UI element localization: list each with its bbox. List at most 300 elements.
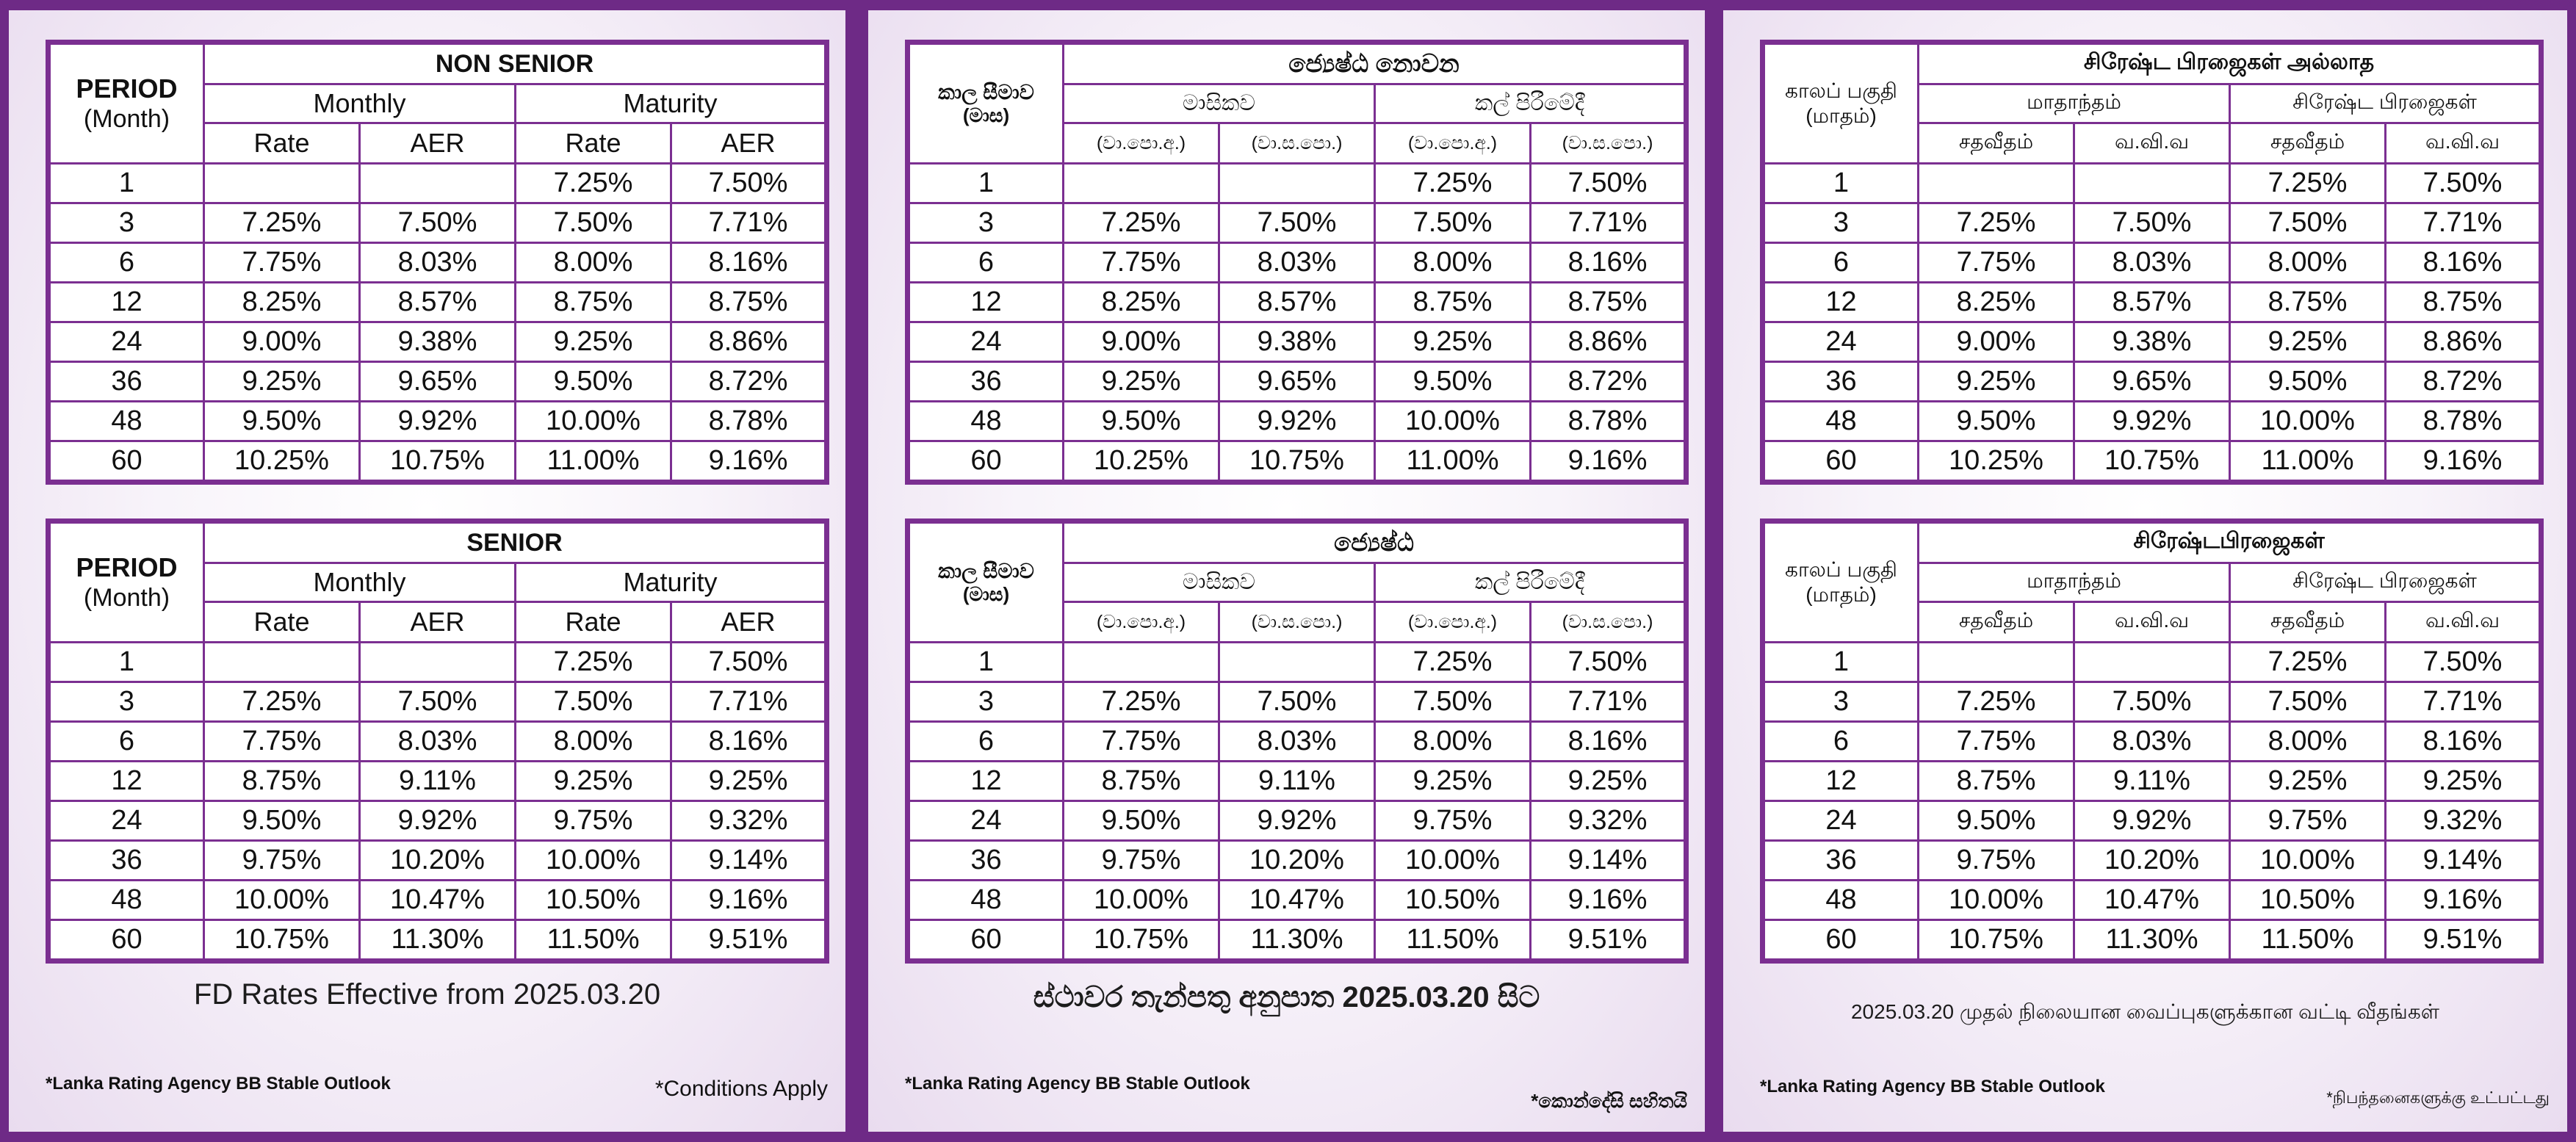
period-header (908, 43, 1064, 164)
maturity-rate-cell: 10.00% (2230, 402, 2386, 441)
maturity-header: කල් පිරීමේදී (1375, 84, 1686, 123)
monthly-rate-cell: 9.50% (204, 801, 360, 841)
period-cell: 24 (48, 322, 204, 362)
monthly-rate-cell (204, 164, 360, 203)
monthly-aer-cell: 9.92% (360, 801, 516, 841)
aer-column-header: (වා.ස.පො.) (1219, 123, 1375, 164)
maturity-aer-cell: 7.50% (1531, 643, 1686, 682)
rate-column-header: (වා.පො.අ.) (1375, 602, 1531, 643)
rate-column-header: Rate (516, 602, 671, 643)
period-cell: 6 (48, 722, 204, 762)
maturity-rate-cell: 7.25% (516, 643, 671, 682)
monthly-aer-cell (2074, 643, 2230, 682)
monthly-aer-cell: 9.92% (2074, 801, 2230, 841)
monthly-aer-cell: 10.47% (360, 881, 516, 920)
table-row (48, 402, 827, 441)
non-senior-rates-table (905, 40, 1689, 485)
rate-column-header: (වා.පො.අ.) (1064, 602, 1219, 643)
maturity-aer-cell: 7.71% (1531, 203, 1686, 243)
maturity-aer-cell: 8.86% (1531, 322, 1686, 362)
monthly-header: මාසිකව (1064, 563, 1375, 602)
maturity-rate-cell: 10.00% (516, 402, 671, 441)
table-row (1763, 920, 2541, 961)
monthly-header: மாதாந்தம் (1919, 563, 2230, 602)
maturity-aer-cell: 8.78% (1531, 402, 1686, 441)
maturity-rate-cell: 11.00% (2230, 441, 2386, 483)
monthly-rate-cell (1064, 643, 1219, 682)
table-row (48, 722, 827, 762)
monthly-rate-cell: 7.25% (1919, 203, 2074, 243)
category-title: ජ්‍යෙෂ්ඨ (1064, 521, 1686, 563)
maturity-aer-cell: 9.32% (2386, 801, 2541, 841)
monthly-aer-cell: 10.75% (2074, 441, 2230, 483)
maturity-rate-cell: 7.25% (2230, 643, 2386, 682)
monthly-aer-cell: 9.38% (2074, 322, 2230, 362)
period-cell: 60 (1763, 920, 1919, 961)
aer-column-header: AER (360, 602, 516, 643)
maturity-aer-cell: 9.14% (2386, 841, 2541, 881)
maturity-rate-cell: 8.00% (516, 243, 671, 283)
category-title: SENIOR (204, 521, 827, 563)
table-row (908, 164, 1686, 203)
maturity-aer-cell: 9.14% (1531, 841, 1686, 881)
period-cell: 24 (1763, 322, 1919, 362)
maturity-aer-cell: 7.71% (2386, 682, 2541, 722)
monthly-aer-cell: 8.57% (2074, 283, 2230, 322)
monthly-aer-cell: 7.50% (2074, 682, 2230, 722)
maturity-rate-cell: 7.25% (516, 164, 671, 203)
monthly-rate-cell: 9.00% (1919, 322, 2074, 362)
monthly-aer-cell: 11.30% (2074, 920, 2230, 961)
maturity-aer-cell: 8.86% (2386, 322, 2541, 362)
monthly-rate-cell: 10.00% (204, 881, 360, 920)
header-row-category (1763, 521, 2541, 563)
maturity-rate-cell: 8.00% (1375, 722, 1531, 762)
category-title: ජ්‍යෙෂ්ඨ නොවන (1064, 43, 1686, 84)
maturity-aer-cell: 8.16% (1531, 722, 1686, 762)
monthly-rate-cell: 10.75% (1919, 920, 2074, 961)
monthly-rate-cell (1064, 164, 1219, 203)
conditions-note: *நிபந்தனைகளுக்கு உட்பட்டது (2326, 1088, 2550, 1107)
maturity-aer-cell: 7.50% (2386, 643, 2541, 682)
maturity-aer-cell: 9.16% (2386, 441, 2541, 483)
period-unit: (මාස) (962, 104, 1010, 127)
maturity-rate-cell: 8.00% (2230, 243, 2386, 283)
maturity-rate-cell: 9.75% (516, 801, 671, 841)
maturity-header: කල් පිරීමේදී (1375, 563, 1686, 602)
panel-tamil (1723, 10, 2567, 1132)
period-cell: 36 (908, 362, 1064, 402)
header-row-category (48, 43, 827, 84)
table-row (48, 920, 827, 961)
period-cell: 12 (908, 762, 1064, 801)
period-header (908, 521, 1064, 643)
period-cell: 48 (48, 881, 204, 920)
panel-sinhala (868, 10, 1705, 1132)
monthly-rate-cell: 7.75% (1064, 243, 1219, 283)
monthly-aer-cell: 9.92% (2074, 402, 2230, 441)
period-cell: 6 (908, 722, 1064, 762)
monthly-aer-cell: 10.47% (1219, 881, 1375, 920)
period-unit: (மாதம்) (1805, 104, 1877, 127)
monthly-aer-cell: 10.20% (360, 841, 516, 881)
monthly-rate-cell: 9.50% (1064, 402, 1219, 441)
conditions-note: *කොන්දේසි සහිතයි (1531, 1090, 1687, 1112)
monthly-rate-cell: 10.25% (1064, 441, 1219, 483)
maturity-header: Maturity (516, 563, 827, 602)
period-cell: 48 (48, 402, 204, 441)
table-row (908, 322, 1686, 362)
maturity-aer-cell: 9.16% (1531, 881, 1686, 920)
maturity-aer-cell: 8.78% (2386, 402, 2541, 441)
period-cell: 1 (48, 643, 204, 682)
period-unit: (මාස) (962, 583, 1010, 606)
table-row (1763, 441, 2541, 483)
maturity-rate-cell: 10.50% (516, 881, 671, 920)
conditions-note: *Conditions Apply (654, 1077, 828, 1101)
monthly-aer-cell (2074, 164, 2230, 203)
period-label: காலப் பகுதி (1785, 79, 1897, 103)
table-row (48, 762, 827, 801)
table-row (908, 881, 1686, 920)
table-row (908, 643, 1686, 682)
monthly-aer-cell: 9.11% (360, 762, 516, 801)
maturity-rate-cell: 7.50% (1375, 203, 1531, 243)
aer-column-header: வ.வி.வ (2074, 602, 2230, 643)
monthly-rate-cell: 10.25% (1919, 441, 2074, 483)
monthly-aer-cell: 9.92% (1219, 402, 1375, 441)
rate-column-header: (වා.පො.අ.) (1375, 123, 1531, 164)
period-cell: 60 (1763, 441, 1919, 483)
maturity-rate-cell: 9.75% (1375, 801, 1531, 841)
monthly-aer-cell: 8.03% (1219, 722, 1375, 762)
period-label: காலப் பகுதி (1785, 558, 1897, 582)
maturity-aer-cell: 7.71% (2386, 203, 2541, 243)
maturity-rate-cell: 10.00% (1375, 841, 1531, 881)
maturity-aer-cell: 9.16% (1531, 441, 1686, 483)
maturity-rate-cell: 9.25% (2230, 762, 2386, 801)
effective-date-caption: 2025.03.20 முதல் நிலையான வைப்புகளுக்கான வட்டி வீதங்கள் (1850, 1000, 2440, 1023)
monthly-rate-cell: 9.50% (204, 402, 360, 441)
table-row (1763, 682, 2541, 722)
maturity-rate-cell: 7.25% (2230, 164, 2386, 203)
monthly-rate-cell: 10.75% (204, 920, 360, 961)
monthly-rate-cell (1919, 643, 2074, 682)
period-cell: 6 (908, 243, 1064, 283)
maturity-rate-cell: 11.50% (516, 920, 671, 961)
period-cell: 6 (48, 243, 204, 283)
monthly-aer-cell: 11.30% (360, 920, 516, 961)
monthly-rate-cell: 9.50% (1919, 801, 2074, 841)
table-row (908, 920, 1686, 961)
maturity-aer-cell: 8.16% (1531, 243, 1686, 283)
monthly-rate-cell: 9.25% (204, 362, 360, 402)
table-row (908, 841, 1686, 881)
monthly-rate-cell (204, 643, 360, 682)
monthly-header: Monthly (204, 84, 516, 123)
monthly-aer-cell: 10.75% (360, 441, 516, 483)
category-title: சிரேஷ்ட பிரஜைகள் அல்லாத (1919, 43, 2541, 84)
monthly-rate-cell: 9.75% (1064, 841, 1219, 881)
rate-column-header: Rate (204, 123, 360, 164)
monthly-rate-cell: 7.25% (1919, 682, 2074, 722)
maturity-aer-cell: 8.72% (1531, 362, 1686, 402)
monthly-aer-cell: 9.92% (360, 402, 516, 441)
monthly-aer-cell: 7.50% (2074, 203, 2230, 243)
monthly-aer-cell: 8.03% (360, 243, 516, 283)
table-row (48, 841, 827, 881)
maturity-rate-cell: 11.50% (2230, 920, 2386, 961)
rate-column-header: Rate (516, 123, 671, 164)
period-cell: 3 (1763, 682, 1919, 722)
table-row (1763, 801, 2541, 841)
maturity-rate-cell: 11.00% (1375, 441, 1531, 483)
monthly-rate-cell: 10.00% (1064, 881, 1219, 920)
maturity-header: சிரேஷ்ட பிரஜைகள் (2230, 563, 2541, 602)
monthly-rate-cell: 7.75% (204, 243, 360, 283)
non-senior-rates-table (1760, 40, 2544, 485)
maturity-aer-cell: 7.50% (671, 164, 827, 203)
table-row (48, 441, 827, 483)
maturity-rate-cell: 8.75% (2230, 283, 2386, 322)
maturity-rate-cell: 11.50% (1375, 920, 1531, 961)
monthly-rate-cell: 8.75% (1919, 762, 2074, 801)
period-label: කාල සීමාව (938, 559, 1034, 582)
maturity-rate-cell: 8.00% (516, 722, 671, 762)
monthly-rate-cell: 7.25% (1064, 203, 1219, 243)
period-cell: 36 (48, 841, 204, 881)
monthly-aer-cell: 9.65% (2074, 362, 2230, 402)
table-row (1763, 722, 2541, 762)
period-header (48, 43, 204, 164)
rate-column-header: Rate (204, 602, 360, 643)
table-row (1763, 402, 2541, 441)
monthly-rate-cell: 9.00% (204, 322, 360, 362)
monthly-rate-cell: 9.00% (1064, 322, 1219, 362)
period-unit: (Month) (83, 584, 170, 612)
monthly-rate-cell: 7.25% (204, 203, 360, 243)
period-cell: 36 (1763, 362, 1919, 402)
rate-column-header: சதவீதம் (1919, 123, 2074, 164)
maturity-rate-cell: 7.50% (516, 203, 671, 243)
table-row (1763, 841, 2541, 881)
monthly-aer-cell: 7.50% (360, 682, 516, 722)
aer-column-header: (වා.ස.පො.) (1531, 123, 1686, 164)
monthly-aer-cell: 10.20% (1219, 841, 1375, 881)
maturity-rate-cell: 8.00% (2230, 722, 2386, 762)
maturity-rate-cell: 7.50% (2230, 203, 2386, 243)
maturity-aer-cell: 7.50% (2386, 164, 2541, 203)
maturity-aer-cell: 9.25% (2386, 762, 2541, 801)
period-cell: 60 (48, 920, 204, 961)
monthly-rate-cell: 9.75% (1919, 841, 2074, 881)
header-row-category (1763, 43, 2541, 84)
maturity-aer-cell: 9.25% (671, 762, 827, 801)
table-row (1763, 643, 2541, 682)
maturity-aer-cell: 9.16% (2386, 881, 2541, 920)
table-row (908, 243, 1686, 283)
maturity-aer-cell: 9.51% (2386, 920, 2541, 961)
monthly-rate-cell: 8.25% (1064, 283, 1219, 322)
period-cell: 36 (48, 362, 204, 402)
monthly-rate-cell: 7.75% (1064, 722, 1219, 762)
aer-column-header: AER (360, 123, 516, 164)
maturity-aer-cell: 7.71% (1531, 682, 1686, 722)
monthly-aer-cell (1219, 643, 1375, 682)
table-row (1763, 203, 2541, 243)
maturity-aer-cell: 9.25% (1531, 762, 1686, 801)
aer-column-header: வ.வி.வ (2386, 602, 2541, 643)
table-row (1763, 164, 2541, 203)
period-cell: 48 (1763, 402, 1919, 441)
period-cell: 24 (48, 801, 204, 841)
monthly-aer-cell: 9.11% (1219, 762, 1375, 801)
monthly-aer-cell (360, 164, 516, 203)
maturity-rate-cell: 8.00% (1375, 243, 1531, 283)
table-row (1763, 322, 2541, 362)
period-cell: 1 (908, 164, 1064, 203)
period-cell: 36 (1763, 841, 1919, 881)
table-row (48, 643, 827, 682)
table-row (908, 402, 1686, 441)
period-cell: 6 (1763, 243, 1919, 283)
table-row (1763, 762, 2541, 801)
maturity-header: Maturity (516, 84, 827, 123)
period-cell: 12 (1763, 762, 1919, 801)
aer-column-header: வ.வி.வ (2386, 123, 2541, 164)
maturity-aer-cell: 9.16% (671, 441, 827, 483)
maturity-rate-cell: 9.25% (1375, 322, 1531, 362)
maturity-rate-cell: 9.25% (516, 762, 671, 801)
table-row (48, 881, 827, 920)
category-title: NON SENIOR (204, 43, 827, 84)
table-row (48, 362, 827, 402)
table-row (908, 762, 1686, 801)
maturity-aer-cell: 8.72% (671, 362, 827, 402)
table-row (908, 682, 1686, 722)
monthly-aer-cell: 7.50% (360, 203, 516, 243)
non-senior-rates-table (46, 40, 829, 485)
maturity-aer-cell: 7.50% (671, 643, 827, 682)
period-cell: 6 (1763, 722, 1919, 762)
monthly-aer-cell: 9.92% (1219, 801, 1375, 841)
aer-column-header: (වා.ස.පො.) (1219, 602, 1375, 643)
monthly-rate-cell: 9.75% (204, 841, 360, 881)
period-unit: (மாதம்) (1805, 583, 1877, 606)
monthly-aer-cell: 7.50% (1219, 203, 1375, 243)
table-row (908, 722, 1686, 762)
table-row (48, 801, 827, 841)
period-cell: 12 (1763, 283, 1919, 322)
maturity-rate-cell: 9.25% (1375, 762, 1531, 801)
maturity-aer-cell: 9.16% (671, 881, 827, 920)
maturity-aer-cell: 8.16% (671, 243, 827, 283)
maturity-header: சிரேஷ்ட பிரஜைகள் (2230, 84, 2541, 123)
maturity-aer-cell: 9.32% (671, 801, 827, 841)
monthly-aer-cell: 9.38% (1219, 322, 1375, 362)
table-row (48, 243, 827, 283)
table-row (1763, 283, 2541, 322)
period-header (48, 521, 204, 643)
monthly-header: මාසිකව (1064, 84, 1375, 123)
table-row (48, 283, 827, 322)
maturity-rate-cell: 7.50% (516, 682, 671, 722)
monthly-header: Monthly (204, 563, 516, 602)
maturity-rate-cell: 9.25% (2230, 322, 2386, 362)
monthly-aer-cell (360, 643, 516, 682)
table-row (1763, 362, 2541, 402)
period-cell: 12 (908, 283, 1064, 322)
monthly-rate-cell: 8.25% (1919, 283, 2074, 322)
monthly-rate-cell: 10.25% (204, 441, 360, 483)
monthly-rate-cell: 7.75% (1919, 722, 2074, 762)
maturity-aer-cell: 9.51% (1531, 920, 1686, 961)
monthly-rate-cell: 9.25% (1919, 362, 2074, 402)
maturity-aer-cell: 9.14% (671, 841, 827, 881)
monthly-aer-cell: 8.03% (2074, 243, 2230, 283)
monthly-header: மாதாந்தம் (1919, 84, 2230, 123)
monthly-rate-cell: 10.75% (1064, 920, 1219, 961)
maturity-rate-cell: 11.00% (516, 441, 671, 483)
maturity-aer-cell: 8.75% (2386, 283, 2541, 322)
maturity-rate-cell: 7.50% (1375, 682, 1531, 722)
maturity-rate-cell: 8.75% (516, 283, 671, 322)
period-label: කාල සීමාව (938, 80, 1034, 104)
maturity-rate-cell: 7.50% (2230, 682, 2386, 722)
monthly-aer-cell: 9.65% (1219, 362, 1375, 402)
monthly-rate-cell (1919, 164, 2074, 203)
monthly-aer-cell: 8.03% (1219, 243, 1375, 283)
maturity-aer-cell: 7.50% (1531, 164, 1686, 203)
period-cell: 24 (908, 801, 1064, 841)
maturity-rate-cell: 9.50% (2230, 362, 2386, 402)
maturity-rate-cell: 10.00% (516, 841, 671, 881)
monthly-aer-cell: 9.65% (360, 362, 516, 402)
table-row (908, 362, 1686, 402)
aer-column-header: AER (671, 602, 827, 643)
table-row (1763, 243, 2541, 283)
period-cell: 3 (1763, 203, 1919, 243)
monthly-rate-cell: 7.25% (1064, 682, 1219, 722)
table-row (48, 322, 827, 362)
maturity-rate-cell: 8.75% (1375, 283, 1531, 322)
monthly-aer-cell: 9.38% (360, 322, 516, 362)
period-cell: 12 (48, 762, 204, 801)
maturity-rate-cell: 7.25% (1375, 164, 1531, 203)
table-row (48, 203, 827, 243)
rate-column-header: (වා.පො.අ.) (1064, 123, 1219, 164)
monthly-rate-cell: 9.25% (1064, 362, 1219, 402)
monthly-aer-cell: 10.20% (2074, 841, 2230, 881)
monthly-aer-cell: 7.50% (1219, 682, 1375, 722)
period-cell: 60 (48, 441, 204, 483)
maturity-aer-cell: 7.71% (671, 203, 827, 243)
period-header (1763, 521, 1919, 643)
table-row (908, 283, 1686, 322)
period-cell: 1 (48, 164, 204, 203)
maturity-aer-cell: 9.51% (671, 920, 827, 961)
period-cell: 3 (908, 682, 1064, 722)
aer-column-header: AER (671, 123, 827, 164)
period-cell: 48 (908, 402, 1064, 441)
senior-rates-table (46, 518, 829, 964)
maturity-rate-cell: 9.50% (516, 362, 671, 402)
monthly-aer-cell: 8.57% (1219, 283, 1375, 322)
period-label: PERIOD (76, 73, 178, 104)
senior-rates-table (1760, 518, 2544, 964)
monthly-aer-cell: 11.30% (1219, 920, 1375, 961)
period-cell: 1 (908, 643, 1064, 682)
